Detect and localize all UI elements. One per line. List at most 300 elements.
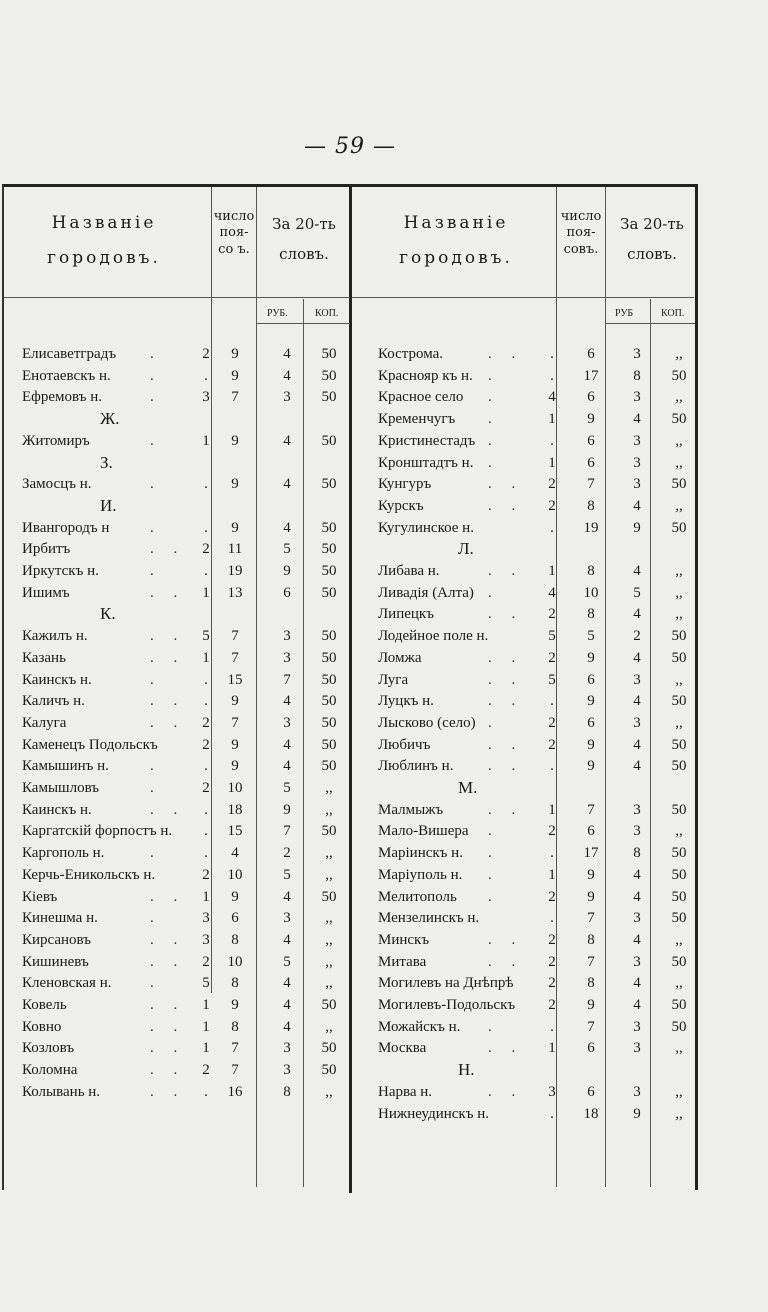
city-row	[378, 452, 696, 474]
zones-value: 5	[587, 628, 595, 645]
distance-mark: .	[204, 823, 208, 840]
distance-mark: 1	[202, 997, 210, 1013]
city-name: Каргатскiй форпостъ н.	[22, 823, 173, 840]
distance-mark: 2	[202, 541, 210, 558]
rub-value: 4	[283, 1018, 291, 1035]
city-name: Колывань н.	[22, 1083, 101, 1100]
kop-value: ,,	[325, 845, 333, 862]
distance-mark: 2	[548, 931, 556, 948]
distance-mark: 3	[548, 1083, 556, 1100]
zones-value: 7	[231, 1062, 239, 1079]
city-name: Нарва н.	[378, 1083, 433, 1100]
distance-mark: .	[550, 758, 554, 775]
kop-value: 50	[321, 389, 337, 406]
leader-dots: . .	[488, 671, 524, 688]
zones-value: 9	[587, 411, 595, 428]
kop-value: 50	[671, 888, 687, 905]
leader-dots: . .	[488, 736, 524, 753]
distance-mark: 2	[548, 649, 556, 666]
rub-value: 3	[633, 714, 641, 731]
kop-value: 50	[671, 693, 687, 710]
rub-value: 4	[633, 411, 641, 428]
rub-value: 3	[633, 910, 641, 927]
leader-dots: .	[488, 432, 500, 449]
distance-mark: 1	[548, 563, 556, 579]
city-row	[22, 625, 350, 647]
leader-dots: . .	[150, 1062, 186, 1079]
kop-value: ,,	[675, 714, 683, 731]
zones-value: 11	[227, 541, 243, 558]
rub-value: 4	[283, 519, 291, 536]
zones-value: 15	[227, 823, 243, 840]
distance-mark: 1	[202, 432, 210, 449]
city-name: Енотаевскъ н.	[22, 367, 111, 384]
kop-value: 50	[671, 736, 687, 753]
city-row	[22, 473, 350, 495]
zones-value: 6	[587, 389, 595, 406]
leader-dots: . .	[150, 953, 186, 970]
letter-heading	[22, 408, 350, 430]
city-name: Минскъ	[378, 931, 430, 948]
city-name: Кунгуръ	[378, 476, 432, 493]
kop-value: ,,	[325, 1083, 333, 1100]
city-row	[378, 734, 696, 756]
city-row	[22, 777, 350, 799]
distance-mark: 1	[548, 411, 556, 428]
zones-value: 7	[231, 649, 239, 666]
kop-value: ,,	[675, 454, 683, 471]
distance-mark: 5	[202, 975, 210, 992]
kop-value: 50	[321, 432, 337, 449]
kop-value: 50	[671, 628, 687, 645]
kop-value: ,,	[675, 346, 683, 362]
city-row	[378, 929, 696, 951]
rub-value: 3	[633, 389, 641, 406]
distance-mark: .	[204, 671, 208, 688]
leader-dots: . .	[488, 801, 524, 818]
rub-value: 4	[283, 367, 291, 384]
distance-mark: 2	[548, 888, 556, 905]
leader-dots: .	[150, 910, 162, 927]
city-name: Камышловъ	[22, 780, 100, 796]
header-price: За 20-ть словъ.	[620, 215, 684, 263]
kop-value: ,,	[325, 1018, 333, 1035]
leader-dots: .	[150, 346, 162, 362]
distance-mark: 5	[202, 628, 210, 645]
kop-value: 50	[321, 1040, 337, 1057]
zones-value: 9	[587, 866, 595, 883]
rub-value: 3	[633, 454, 641, 471]
zones-value: 6	[587, 823, 595, 840]
kop-value: 50	[321, 649, 337, 666]
city-name: Ковно	[22, 1018, 62, 1035]
rub-value: 3	[633, 801, 641, 818]
leader-dots: .	[488, 584, 500, 601]
zones-value: 6	[587, 1040, 595, 1057]
zones-value: 9	[231, 367, 239, 384]
leader-dots: .	[488, 866, 500, 883]
distance-mark: .	[204, 758, 208, 775]
rub-value: 4	[633, 649, 641, 666]
zones-value: 10	[227, 866, 243, 883]
zones-value: 9	[231, 432, 239, 449]
city-row	[22, 582, 350, 604]
distance-mark: .	[550, 1018, 554, 1035]
city-name: Козловъ	[22, 1040, 75, 1057]
leader-dots: . .	[150, 541, 186, 558]
letter-heading-label: Н.	[458, 1060, 475, 1080]
city-name: Мензелинскъ н.	[378, 910, 480, 927]
distance-mark: 2	[202, 1062, 210, 1079]
city-name: Нижнеудинскъ н.	[378, 1105, 490, 1122]
rub-value: 4	[633, 931, 641, 948]
letter-heading	[378, 1059, 696, 1081]
rub-value: 3	[283, 649, 291, 666]
distance-mark: .	[204, 845, 208, 862]
kop-value: 50	[321, 736, 337, 753]
city-name: Иркутскъ н.	[22, 563, 99, 579]
rub-value: 9	[283, 801, 291, 818]
rub-value: 5	[283, 541, 291, 558]
header-rule	[605, 323, 695, 324]
city-row	[378, 1103, 696, 1125]
distance-mark: 2	[202, 346, 210, 362]
kop-value: ,,	[325, 801, 333, 818]
city-name: Либава н.	[378, 563, 440, 579]
kop-value: 50	[321, 997, 337, 1013]
distance-mark: 1	[548, 866, 556, 883]
header-rule	[352, 297, 694, 298]
zones-value: 6	[231, 910, 239, 927]
city-name: Липецкъ	[378, 606, 434, 623]
rub-value: 6	[283, 584, 291, 601]
zones-value: 7	[587, 910, 595, 927]
kop-value: ,,	[675, 606, 683, 623]
city-name: Кронштадтъ н.	[378, 454, 474, 471]
kop-value: ,,	[675, 563, 683, 579]
letter-heading-label: Л.	[458, 539, 474, 559]
city-row	[22, 430, 350, 452]
zones-value: 9	[587, 888, 595, 905]
rub-value: 3	[633, 1040, 641, 1057]
distance-mark: .	[550, 432, 554, 449]
leader-dots: . .	[150, 1083, 186, 1100]
leader-dots: .	[488, 367, 500, 384]
rub-value: 8	[633, 845, 641, 862]
city-name: Житомиръ	[22, 432, 90, 449]
city-row	[378, 582, 696, 604]
city-row	[378, 408, 696, 430]
kop-value: 50	[671, 845, 687, 862]
city-row	[378, 365, 696, 387]
city-name: Ливадiя (Алта)	[378, 584, 474, 601]
distance-mark: 1	[202, 584, 210, 601]
leader-dots: . .	[488, 476, 524, 493]
zones-value: 9	[231, 693, 239, 710]
city-row	[22, 343, 350, 365]
zones-value: 7	[587, 801, 595, 818]
city-name: Кострома.	[378, 346, 444, 362]
leader-dots: . .	[150, 997, 186, 1013]
rub-value: 3	[633, 476, 641, 493]
city-row	[22, 1081, 350, 1103]
city-row	[378, 690, 696, 712]
city-row	[378, 625, 696, 647]
kop-value: 50	[671, 801, 687, 818]
leader-dots: . .	[488, 1040, 524, 1057]
zones-value: 19	[227, 563, 243, 579]
city-name: Ковель	[22, 997, 67, 1013]
distance-mark: .	[550, 693, 554, 710]
leader-dots: . .	[488, 758, 524, 775]
letter-heading-label: К.	[100, 604, 116, 624]
letter-heading	[22, 495, 350, 517]
city-name: Краснояр къ н.	[378, 367, 473, 384]
kop-value: 50	[321, 1062, 337, 1079]
city-row	[378, 1037, 696, 1059]
zones-value: 6	[587, 346, 595, 362]
zones-value: 9	[231, 346, 239, 362]
distance-mark: 1	[202, 1040, 210, 1057]
distance-mark: .	[204, 519, 208, 536]
distance-mark: 2	[202, 714, 210, 731]
distance-mark: 2	[548, 497, 556, 514]
zones-value: 6	[587, 671, 595, 688]
header-name-line2: городовъ.	[399, 248, 513, 269]
kop-value: 50	[321, 476, 337, 493]
zones-value: 8	[587, 497, 595, 514]
kop-value: ,,	[675, 1040, 683, 1057]
leader-dots: . .	[150, 888, 186, 905]
zones-value: 7	[587, 1018, 595, 1035]
leader-dots: .	[150, 367, 162, 384]
rub-value: 4	[283, 975, 291, 992]
letter-heading-label: Ж.	[100, 409, 120, 429]
distance-mark: 1	[202, 888, 210, 905]
city-name: Керчь-Еникольскъ н.	[22, 866, 156, 883]
header-name-line1: Названiе	[51, 213, 157, 233]
zones-value: 10	[583, 584, 599, 601]
city-row	[378, 799, 696, 821]
city-row	[378, 517, 696, 539]
rub-value: 3	[283, 1062, 291, 1079]
zones-value: 17	[583, 845, 599, 862]
leader-dots: . .	[150, 1040, 186, 1057]
rub-value: 4	[633, 866, 641, 883]
rub-value: 4	[283, 346, 291, 362]
zones-value: 7	[231, 714, 239, 731]
distance-mark: 5	[548, 671, 556, 688]
city-name: Елисаветградъ	[22, 346, 117, 362]
city-row	[22, 560, 350, 582]
rub-value: 3	[633, 346, 641, 362]
zones-value: 8	[231, 931, 239, 948]
kop-value: 50	[321, 563, 337, 579]
kop-value: 50	[671, 411, 687, 428]
city-row	[378, 386, 696, 408]
city-name: Могилевъ на Днѣпрѣ	[378, 975, 514, 992]
city-name: Мало-Вишера	[378, 823, 469, 840]
kop-value: 50	[321, 519, 337, 536]
distance-mark: 1	[548, 1040, 556, 1057]
leader-dots: . .	[488, 563, 524, 579]
rub-value: 2	[283, 845, 291, 862]
city-row	[22, 972, 350, 994]
distance-mark: 2	[548, 606, 556, 623]
leader-dots: . .	[488, 346, 524, 362]
city-row	[22, 690, 350, 712]
city-row	[22, 365, 350, 387]
zones-value: 6	[587, 714, 595, 731]
city-name: Ломжа	[378, 649, 422, 666]
rub-value: 8	[283, 1083, 291, 1100]
distance-mark: .	[550, 519, 554, 536]
city-name: Красное село	[378, 389, 464, 406]
kop-value: 50	[671, 1018, 687, 1035]
kop-value: 50	[321, 888, 337, 905]
header-rule	[4, 297, 350, 298]
kop-value: ,,	[325, 931, 333, 948]
city-name: Малмыжъ	[378, 801, 444, 818]
city-row	[378, 712, 696, 734]
kop-value: ,,	[325, 953, 333, 970]
zones-value: 13	[227, 584, 243, 601]
leader-dots: . .	[488, 693, 524, 710]
city-row	[22, 864, 350, 886]
header-zones: число поя- совъ.	[560, 209, 602, 257]
city-name: Казань	[22, 649, 66, 666]
city-row	[378, 864, 696, 886]
zones-value: 10	[227, 953, 243, 970]
distance-mark: 2	[548, 823, 556, 840]
kop-value: 50	[671, 476, 687, 493]
kop-value: 50	[321, 628, 337, 645]
distance-mark: .	[204, 693, 208, 710]
distance-mark: 2	[548, 997, 556, 1013]
city-row	[22, 820, 350, 842]
city-row	[378, 820, 696, 842]
zones-value: 9	[231, 519, 239, 536]
leader-dots: . .	[488, 931, 524, 948]
rub-value: 5	[633, 584, 641, 601]
leader-dots: . .	[150, 714, 186, 731]
rub-value: 3	[633, 1018, 641, 1035]
distance-mark: 1	[202, 1018, 210, 1035]
kop-value: 50	[671, 758, 687, 775]
city-row	[378, 972, 696, 994]
kop-value: 50	[671, 519, 687, 536]
city-name: Лодейное поле н.	[378, 628, 489, 645]
leader-dots: .	[488, 823, 500, 840]
city-name: Люблинъ н.	[378, 758, 454, 775]
rub-value: 8	[633, 367, 641, 384]
city-name: Кiевъ	[22, 888, 58, 905]
leader-dots: . .	[488, 1083, 524, 1100]
rub-value: 3	[283, 628, 291, 645]
rub-value: 2	[633, 628, 641, 645]
kop-value: 50	[321, 584, 337, 601]
city-name: Каргополь н.	[22, 845, 105, 862]
zones-value: 4	[231, 845, 239, 862]
rub-value: 4	[633, 758, 641, 775]
city-row	[22, 1037, 350, 1059]
city-row	[22, 669, 350, 691]
city-row	[378, 951, 696, 973]
letter-heading	[378, 777, 696, 799]
distance-mark: 2	[202, 953, 210, 970]
kop-value: ,,	[325, 975, 333, 992]
city-name: Калуга	[22, 714, 67, 731]
kop-value: ,,	[325, 780, 333, 796]
city-row	[22, 799, 350, 821]
leader-dots: .	[150, 671, 162, 688]
city-name: Замосцъ н.	[22, 476, 92, 493]
city-row	[22, 1016, 350, 1038]
city-name: Кленовская н.	[22, 975, 112, 992]
city-row	[378, 1016, 696, 1038]
city-row	[22, 538, 350, 560]
kop-value: ,,	[675, 432, 683, 449]
zones-value: 8	[587, 563, 595, 579]
leader-dots: .	[488, 714, 500, 731]
distance-mark: .	[204, 1083, 208, 1100]
rub-value: 4	[633, 975, 641, 992]
rub-value: 4	[633, 693, 641, 710]
leader-dots: .	[488, 1018, 500, 1035]
leader-dots: . .	[150, 1018, 186, 1035]
city-row	[22, 842, 350, 864]
city-name: Каличъ н.	[22, 693, 85, 710]
city-row	[22, 755, 350, 777]
distance-mark: 1	[548, 454, 556, 471]
rub-value: 3	[283, 389, 291, 406]
leader-dots: .	[150, 845, 162, 862]
zones-value: 7	[587, 476, 595, 493]
zones-value: 9	[587, 736, 595, 753]
zones-value: 18	[227, 801, 243, 818]
header-rule	[256, 323, 350, 324]
city-row	[378, 669, 696, 691]
header-rub: РУБ.	[267, 308, 288, 319]
kop-value: 50	[321, 714, 337, 731]
rub-value: 9	[633, 519, 641, 536]
zones-value: 8	[587, 931, 595, 948]
header-price: За 20-ть словъ.	[272, 215, 336, 263]
zones-value: 8	[587, 975, 595, 992]
rub-value: 9	[633, 1105, 641, 1122]
distance-mark: 2	[548, 736, 556, 753]
city-row	[22, 907, 350, 929]
distance-mark: 2	[202, 866, 210, 883]
city-row	[378, 842, 696, 864]
city-name: Кременчугъ	[378, 411, 456, 428]
letter-heading-label: И.	[100, 495, 117, 515]
distance-mark: 2	[202, 736, 210, 753]
zones-value: 9	[231, 736, 239, 753]
city-row	[22, 734, 350, 756]
leader-dots: . .	[488, 953, 524, 970]
distance-mark: .	[204, 476, 208, 493]
city-row	[22, 951, 350, 973]
zones-value: 9	[587, 693, 595, 710]
city-name: Москва	[378, 1040, 427, 1057]
header-name-line2: городовъ.	[47, 248, 161, 269]
zones-value: 8	[231, 1018, 239, 1035]
leader-dots: .	[150, 389, 162, 406]
zones-value: 7	[587, 953, 595, 970]
kop-value: ,,	[675, 1083, 683, 1100]
kop-value: 50	[321, 367, 337, 384]
